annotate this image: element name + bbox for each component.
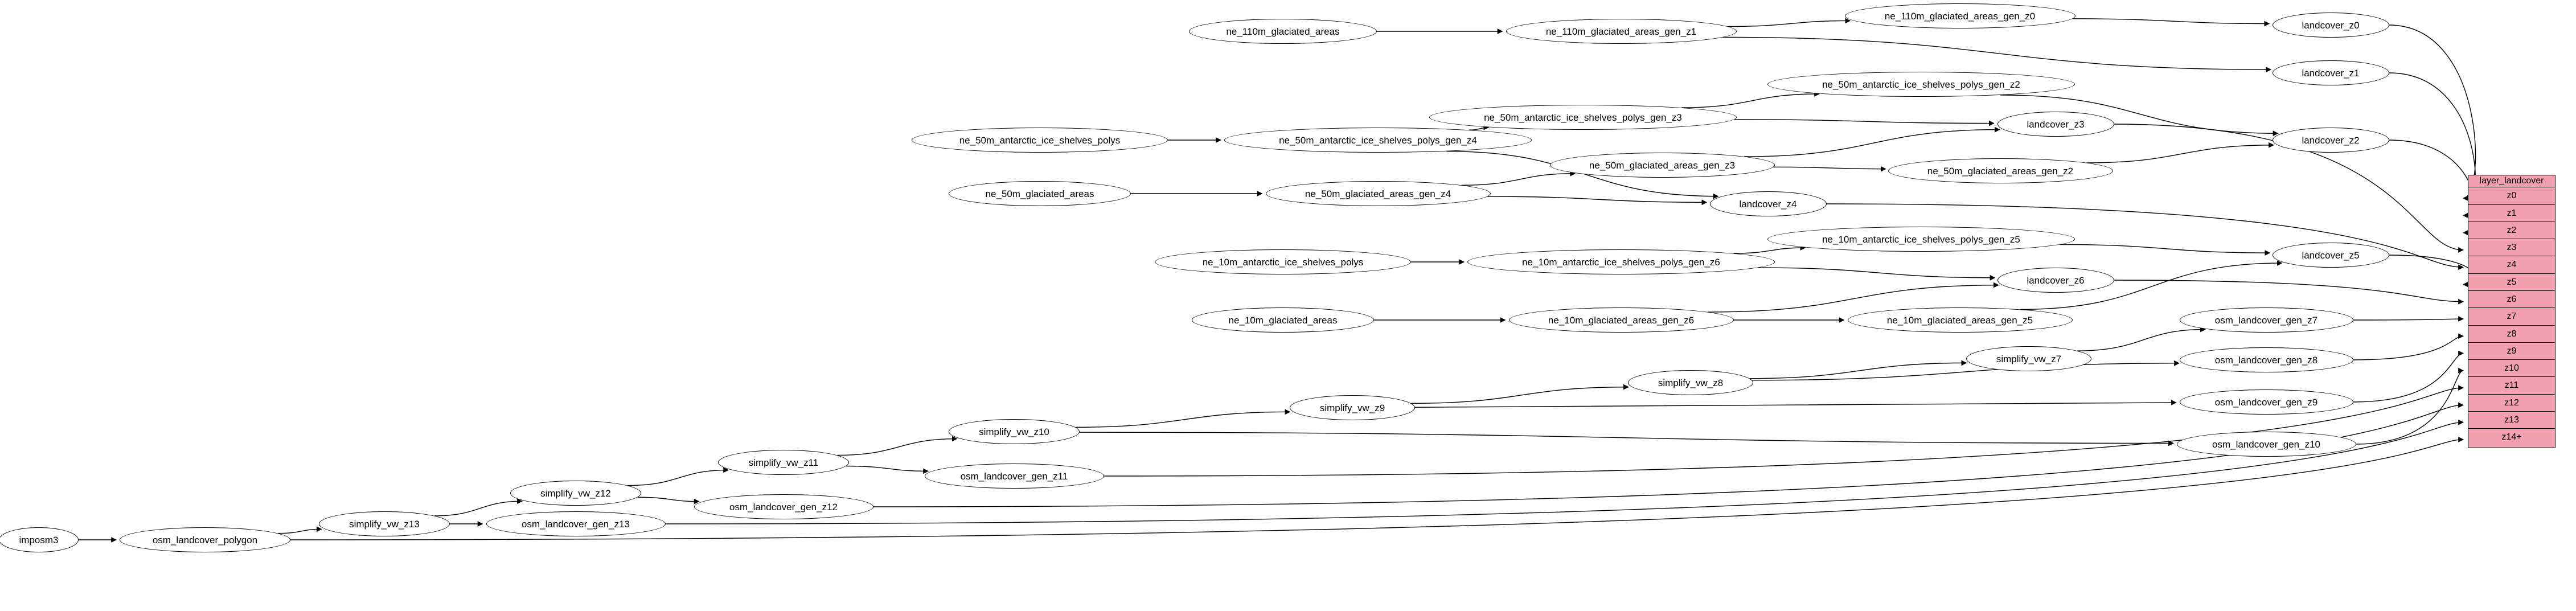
node-label: ne_10m_glaciated_areas_gen_z5 (1886, 314, 2033, 326)
legend-row-z0: z0 (2468, 187, 2555, 204)
edge-ne_50m_glaciated_areas_gen_z2-to-landcover_z2 (2087, 145, 2274, 163)
node-label: ne_50m_glaciated_areas (985, 188, 1094, 199)
node-label: landcover_z5 (2302, 249, 2360, 261)
legend-row-z8: z8 (2468, 326, 2555, 343)
node-label: osm_landcover_polygon (152, 534, 258, 546)
edge-ne_50m_glaciated_areas_gen_z4-to-ne_50m_glaciated_areas_gen_z3 (1462, 174, 1575, 186)
edge-simplify_vw_z9-to-simplify_vw_z8 (1411, 387, 1629, 404)
node-ne_110m_glaciated_areas_gen_z0[interactable] (1845, 3, 2075, 28)
node-ne_110m_glaciated_areas_gen_z1[interactable] (1506, 19, 1737, 44)
legend-row-z3: z3 (2468, 239, 2555, 256)
node-label: ne_50m_antarctic_ice_shelves_polys (959, 134, 1121, 146)
legend-row-z5: z5 (2468, 274, 2555, 291)
legend-row-z9: z9 (2468, 343, 2555, 360)
node-osm_landcover_gen_z12[interactable] (694, 494, 873, 519)
node-label: osm_landcover_gen_z7 (2214, 314, 2318, 326)
node-ne_50m_antarctic_ice_shelves_polys_gen_z4[interactable] (1224, 128, 1532, 153)
node-simplify_vw_z8[interactable] (1628, 370, 1753, 395)
edge-simplify_vw_z11-to-osm_landcover_gen_z11 (846, 466, 928, 471)
node-landcover_z0[interactable] (2273, 13, 2389, 38)
node-landcover_z4[interactable] (1710, 191, 1827, 216)
edge-ne_50m_antarctic_ice_shelves_polys_gen_z3-to-landcover_z3 (1734, 120, 1994, 124)
node-simplify_vw_z9[interactable] (1290, 395, 1415, 420)
node-ne_50m_glaciated_areas_gen_z4[interactable] (1266, 181, 1491, 206)
legend-row-z7: z7 (2468, 308, 2555, 325)
node-osm_landcover_gen_z9[interactable] (2180, 389, 2353, 415)
node-label: osm_landcover_gen_z8 (2214, 354, 2318, 366)
node-label: ne_10m_antarctic_ice_shelves_polys_gen_z6 (1522, 256, 1720, 268)
edge-simplify_vw_z8-to-osm_landcover_gen_z8 (1752, 363, 2179, 380)
legend-row-z1: z1 (2468, 205, 2555, 222)
node-ne_10m_antarctic_ice_shelves_polys_gen_z6[interactable] (1467, 249, 1775, 274)
node-simplify_vw_z12[interactable] (510, 481, 641, 506)
node-ne_10m_antarctic_ice_shelves_polys_gen_z5[interactable] (1767, 227, 2075, 252)
node-label: osm_landcover_gen_z9 (2214, 396, 2318, 408)
node-label: landcover_z3 (2027, 118, 2085, 130)
node-label: ne_50m_glaciated_areas_gen_z3 (1589, 159, 1736, 171)
node-ne_50m_antarctic_ice_shelves_polys_gen_z3[interactable] (1429, 105, 1737, 130)
edge-osm_landcover_gen_z8-to-layer_landcover (2353, 336, 2464, 360)
node-ne_10m_antarctic_ice_shelves_polys[interactable] (1155, 249, 1411, 274)
node-label: landcover_z0 (2302, 19, 2360, 31)
node-label: imposm3 (19, 534, 59, 546)
node-simplify_vw_z10[interactable] (949, 419, 1080, 444)
legend-row-z12: z12 (2468, 395, 2555, 412)
node-label: ne_50m_antarctic_ice_shelves_polys_gen_z4 (1279, 134, 1477, 146)
edge-simplify_vw_z13-to-simplify_vw_z12 (434, 501, 522, 516)
edge-landcover_z0-to-layer_landcover (2389, 25, 2476, 198)
edge-ne_10m_antarctic_ice_shelves_polys_gen_z6-to-landcover_z6 (1758, 268, 1995, 278)
edge-simplify_vw_z11-to-simplify_vw_z10 (837, 439, 957, 456)
node-label: ne_110m_glaciated_areas_gen_z0 (1884, 10, 2036, 22)
edge-ne_50m_antarctic_ice_shelves_polys_gen_z3-to-ne_50m_antarctic_ice_shelves_polys_gen_z2 (1681, 94, 1819, 108)
edge-osm_landcover_polygon-to-simplify_vw_z13 (278, 529, 321, 533)
node-label: ne_10m_glaciated_areas_gen_z6 (1548, 314, 1695, 326)
node-ne_50m_glaciated_areas[interactable] (949, 181, 1131, 206)
edge-simplify_vw_z12-to-simplify_vw_z11 (627, 470, 728, 485)
legend-row-z2: z2 (2468, 222, 2555, 239)
edge-ne_110m_glaciated_areas_gen_z1-to-ne_110m_glaciated_areas_gen_z0 (1728, 20, 1850, 26)
edge-ne_50m_glaciated_areas_gen_z4-to-landcover_z4 (1487, 196, 1707, 202)
node-osm_landcover_gen_z10[interactable] (2177, 432, 2356, 457)
node-label: simplify_vw_z7 (1996, 353, 2062, 364)
edge-osm_landcover_gen_z7-to-layer_landcover (2353, 319, 2464, 320)
edge-simplify_vw_z7-to-osm_landcover_gen_z7 (2077, 329, 2205, 351)
node-label: ne_50m_glaciated_areas_gen_z4 (1305, 188, 1451, 199)
node-label: landcover_z1 (2302, 67, 2360, 79)
legend-layer-landcover (2468, 175, 2556, 448)
node-label: ne_110m_glaciated_areas_gen_z1 (1545, 26, 1697, 37)
edge-ne_10m_antarctic_ice_shelves_polys_gen_z5-to-landcover_z5 (2060, 244, 2270, 253)
edge-ne_110m_glaciated_areas_gen_z1-to-landcover_z1 (1722, 37, 2271, 69)
edge-osm_landcover_gen_z9-to-layer_landcover (2353, 354, 2464, 402)
legend-row-z10: z10 (2468, 360, 2555, 377)
edge-simplify_vw_z10-to-simplify_vw_z9 (1076, 412, 1290, 427)
edge-simplify_vw_z8-to-simplify_vw_z7 (1750, 363, 1967, 378)
legend-row-z4: z4 (2468, 256, 2555, 273)
node-simplify_vw_z13[interactable] (319, 511, 450, 536)
node-landcover_z2[interactable] (2273, 128, 2389, 153)
node-label: ne_50m_antarctic_ice_shelves_polys_gen_z2 (1822, 79, 2020, 90)
node-osm_landcover_gen_z13[interactable] (486, 511, 666, 536)
node-landcover_z6[interactable] (1997, 268, 2114, 293)
edge-osm_landcover_gen_z10-to-layer_landcover (2356, 371, 2464, 444)
node-ne_110m_glaciated_areas[interactable] (1189, 19, 1377, 44)
node-label: simplify_vw_z12 (540, 487, 611, 499)
legend-row-z13: z13 (2468, 412, 2555, 429)
node-label: landcover_z4 (1739, 198, 1797, 210)
node-ne_50m_glaciated_areas_gen_z3[interactable] (1550, 153, 1775, 178)
node-label: simplify_vw_z13 (349, 518, 420, 530)
node-landcover_z1[interactable] (2273, 60, 2389, 85)
edge-landcover_z1-to-layer_landcover (2389, 73, 2476, 215)
node-label: simplify_vw_z8 (1658, 377, 1724, 388)
node-label: landcover_z2 (2302, 134, 2360, 146)
node-ne_50m_glaciated_areas_gen_z2[interactable] (1888, 158, 2113, 183)
node-label: osm_landcover_gen_z10 (2212, 438, 2320, 450)
node-ne_50m_antarctic_ice_shelves_polys_gen_z2[interactable] (1767, 72, 2075, 97)
edge-landcover_z6-to-layer_landcover (2114, 280, 2464, 302)
node-label: osm_landcover_gen_z12 (729, 501, 838, 512)
edge-ne_110m_glaciated_areas_gen_z0-to-landcover_z0 (2073, 19, 2270, 24)
node-osm_landcover_gen_z11[interactable] (925, 464, 1104, 489)
node-osm_landcover_gen_z7[interactable] (2180, 307, 2353, 333)
node-imposm3[interactable] (0, 527, 79, 552)
node-osm_landcover_gen_z8[interactable] (2180, 347, 2353, 372)
legend-row-z14+: z14+ (2468, 429, 2555, 446)
edge-ne_50m_glaciated_areas_gen_z3-to-ne_50m_glaciated_areas_gen_z2 (1773, 167, 1885, 169)
node-ne_10m_glaciated_areas[interactable] (1192, 307, 1374, 333)
edge-simplify_vw_z9-to-osm_landcover_gen_z9 (1415, 403, 2176, 407)
edge-landcover_z2-to-layer_landcover (2389, 140, 2476, 233)
node-landcover_z5[interactable] (2273, 243, 2389, 268)
node-ne_50m_antarctic_ice_shelves_polys[interactable] (912, 128, 1168, 153)
edge-simplify_vw_z10-to-osm_landcover_gen_z10 (1080, 432, 2173, 443)
node-ne_10m_glaciated_areas_gen_z5[interactable] (1848, 307, 2073, 333)
legend-title: layer_landcover (2468, 175, 2555, 187)
node-ne_10m_glaciated_areas_gen_z6[interactable] (1509, 307, 1734, 333)
node-label: ne_50m_glaciated_areas_gen_z2 (1927, 165, 2074, 177)
edge-simplify_vw_z12-to-osm_landcover_gen_z12 (638, 497, 699, 501)
node-label: ne_50m_antarctic_ice_shelves_polys_gen_z3 (1484, 112, 1682, 123)
node-label: osm_landcover_gen_z11 (960, 470, 1068, 482)
edge-ne_50m_glaciated_areas_gen_z3-to-landcover_z3 (1744, 130, 2000, 157)
legend-row-z11: z11 (2468, 377, 2555, 394)
node-label: ne_10m_glaciated_areas (1228, 314, 1338, 326)
node-label: simplify_vw_z11 (748, 457, 819, 468)
node-label: simplify_vw_z10 (979, 426, 1049, 437)
edge-ne_10m_antarctic_ice_shelves_polys_gen_z6-to-ne_10m_antarctic_ice_shelves_polys_gen_z5 (1734, 248, 1806, 253)
node-label: ne_10m_antarctic_ice_shelves_polys_gen_z5 (1822, 233, 2020, 245)
node-landcover_z3[interactable] (1997, 112, 2114, 137)
legend-rows (2468, 187, 2555, 446)
legend-row-z6: z6 (2468, 291, 2555, 308)
node-simplify_vw_z7[interactable] (1966, 346, 2091, 371)
node-simplify_vw_z11[interactable] (718, 450, 849, 475)
node-osm_landcover_polygon[interactable] (120, 527, 290, 552)
node-label: ne_10m_antarctic_ice_shelves_polys (1202, 256, 1364, 268)
edge-landcover_z5-to-layer_landcover (2389, 255, 2476, 284)
node-label: simplify_vw_z9 (1319, 402, 1385, 413)
node-label: osm_landcover_gen_z13 (522, 518, 630, 530)
node-label: ne_110m_glaciated_areas (1226, 26, 1340, 37)
node-label: landcover_z6 (2027, 274, 2085, 286)
